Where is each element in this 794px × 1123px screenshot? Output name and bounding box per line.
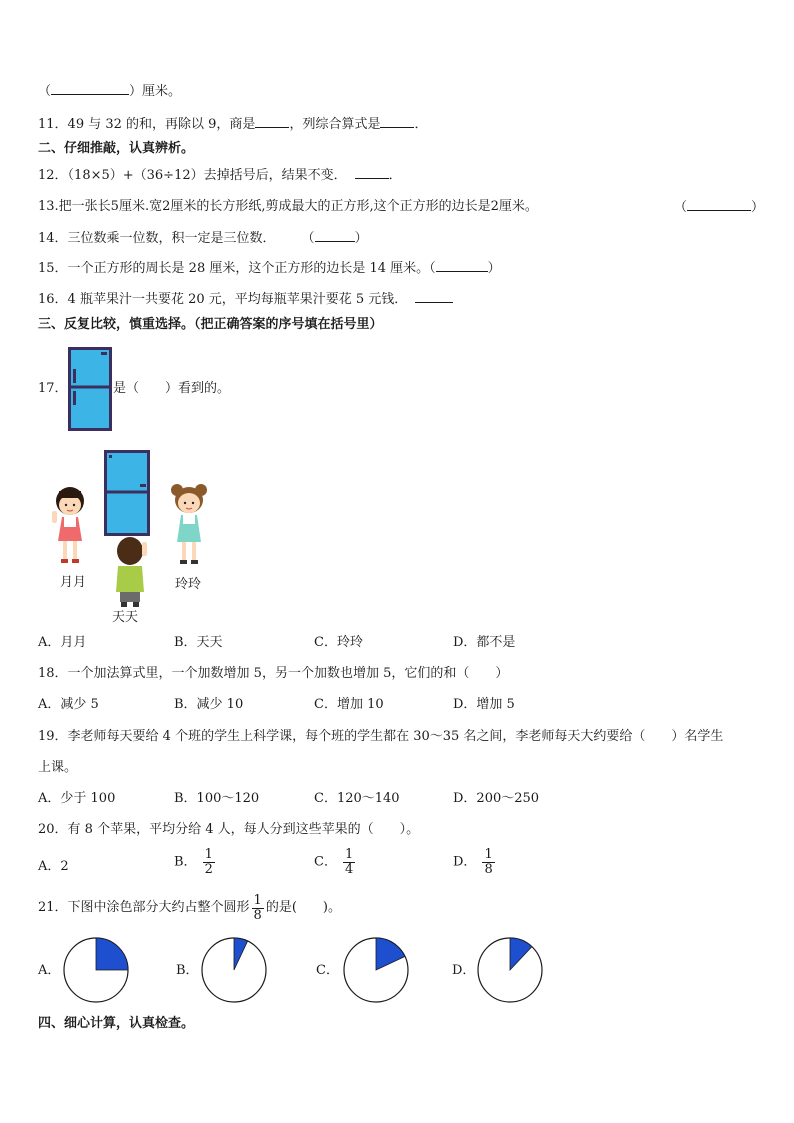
option-d[interactable]: D． $\frac{1}{8}$ [453, 847, 493, 877]
fraction: $\frac{1}{4}$ [344, 847, 354, 877]
option-d[interactable]: D．都不是 [453, 635, 516, 650]
option-c-label[interactable]: C． [316, 963, 339, 978]
pie-b [200, 936, 268, 1004]
option-d-label[interactable]: D． [452, 963, 476, 978]
answer-blank[interactable] [380, 115, 414, 128]
boy-tiantian-icon [108, 536, 152, 608]
answer-blank[interactable] [436, 259, 488, 272]
option-a[interactable]: A．少于 100 [38, 791, 116, 806]
question-21: 21．下图中涂色部分大约占整个圆形 $\frac{1}{8}$ 的是( )。 [38, 892, 341, 923]
pie-c [342, 936, 410, 1004]
option-a[interactable]: A．减少 5 [38, 697, 99, 712]
pie-d [476, 936, 544, 1004]
section-4-heading: 四、细心计算，认真检查。 [38, 1016, 195, 1031]
option-c[interactable]: C．玲玲 [314, 635, 363, 650]
question-20: 20．有 8 个苹果，平均分给 4 人，每人分到这些苹果的（ ）。 [38, 822, 420, 837]
question-15: 15．一个正方形的周长是 28 厘米，这个正方形的边长是 14 厘米。（ ） [38, 261, 501, 276]
option-b[interactable]: B．天天 [174, 635, 223, 650]
fridge-icon [68, 347, 112, 431]
option-d[interactable]: D．增加 5 [453, 697, 515, 712]
answer-blank[interactable] [355, 166, 389, 179]
name-lingling: 玲玲 [175, 577, 202, 592]
scene-fridge-icon [104, 450, 150, 536]
question-16: 16．4 瓶苹果汁一共要花 20 元，平均每瓶苹果汁要花 5 元钱． [38, 290, 453, 309]
question-17-text: 是（ ）看到的。 [113, 381, 231, 396]
pie-a [62, 936, 130, 1004]
answer-blank[interactable] [51, 82, 129, 95]
question-13: 13.把一张长5厘米.宽2厘米的长方形纸,剪成最大的正方形,这个正方形的边长是2厘米。 [38, 199, 538, 214]
q21-options [38, 934, 598, 1006]
question-11: 11．49 与 32 的和，再除以 9，商是 ，列综合算式是 ． [38, 117, 428, 132]
q10-answer-line: （ ）厘米。 [38, 84, 182, 99]
question-18: 18．一个加法算式里，一个加数增加 5，另一个加数也增加 5，它们的和（ ） [38, 666, 509, 681]
q13-answer-bracket: （ ） [674, 200, 765, 215]
question-14: 14．三位数乘一位数，积一定是三位数． （ ） [38, 231, 368, 246]
fraction: $\frac{1}{8}$ [253, 892, 262, 923]
answer-blank[interactable] [687, 198, 751, 211]
option-c[interactable]: C．增加 10 [314, 697, 384, 712]
girl-lingling-icon [168, 482, 210, 568]
question-17-number: 17． [38, 381, 68, 396]
section-3-heading: 三、反复比较，慎重选择。（把正确答案的序号填在括号里） [38, 317, 383, 332]
option-c[interactable]: C． $\frac{1}{4}$ [314, 847, 354, 877]
option-c[interactable]: C．120～140 [314, 791, 400, 806]
fraction: $\frac{1}{2}$ [204, 847, 213, 877]
option-a[interactable]: A．月月 [38, 635, 87, 650]
section-2-heading: 二、仔细推敲，认真辨析。 [38, 141, 195, 156]
option-b[interactable]: B．减少 10 [174, 697, 244, 712]
option-b[interactable]: B． $\frac{1}{2}$ [174, 847, 213, 877]
question-19: 19．李老师每天要给 4 个班的学生上科学课，每个班的学生都在 30～35 名之间，李老师每天大约要给（ ）名学生 [38, 729, 724, 744]
name-tiantian: 天天 [112, 610, 139, 625]
girl-yueyue-icon [48, 485, 92, 567]
option-b[interactable]: B．100～120 [174, 791, 260, 806]
option-b-label[interactable]: B． [176, 963, 199, 978]
question-12: 12．（18×5）+（36÷12）去掉括号后，结果不变． ． [38, 168, 402, 183]
option-d[interactable]: D．200～250 [453, 791, 540, 806]
pie-shaded-slice [96, 938, 128, 970]
answer-blank[interactable] [415, 290, 453, 303]
fraction: $\frac{1}{8}$ [484, 847, 493, 877]
name-yueyue: 月月 [60, 575, 87, 590]
question-19-continued: 上课。 [38, 760, 78, 775]
answer-blank[interactable] [255, 115, 289, 128]
option-a[interactable]: A．2 [38, 859, 69, 874]
answer-blank[interactable] [315, 229, 355, 242]
option-a-label[interactable]: A． [38, 963, 61, 978]
